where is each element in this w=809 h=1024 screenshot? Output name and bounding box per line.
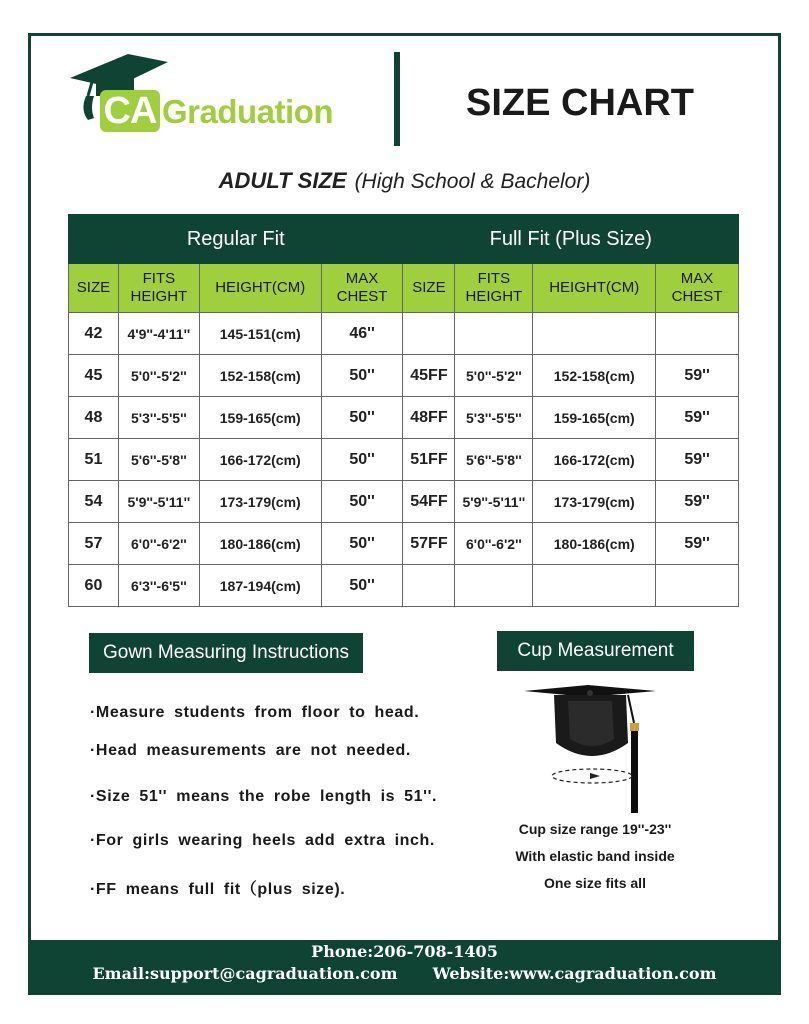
page-title: SIZE CHART (466, 82, 694, 124)
cap-info-line: With elastic band inside (515, 848, 675, 864)
table-cell (403, 565, 455, 607)
table-cell (656, 565, 739, 607)
table-cell: 152-158(cm) (533, 355, 656, 397)
column-header: MAX CHEST (321, 264, 403, 313)
table-cell: 5'9''-5'11'' (455, 481, 533, 523)
table-row (69, 439, 739, 481)
table-row (69, 481, 739, 523)
table-cell: 45FF (403, 355, 455, 397)
header-divider (394, 52, 400, 146)
table-cell: 54 (69, 481, 119, 523)
table-cell: 48 (69, 397, 119, 439)
table-cell: 166-172(cm) (199, 439, 321, 481)
logo-ca: CA (100, 90, 160, 132)
table-cell: 187-194(cm) (199, 565, 321, 607)
table-cell (403, 313, 455, 355)
cup-measurement-heading: Cup Measurement (497, 631, 694, 671)
table-cell: 45 (69, 355, 119, 397)
column-header: HEIGHT(CM) (533, 264, 656, 313)
size-chart-table (68, 214, 739, 607)
table-cell: 57 (69, 523, 119, 565)
table-cell: 159-165(cm) (199, 397, 321, 439)
table-cell: 50'' (321, 565, 403, 607)
table-cell: 50'' (321, 523, 403, 565)
table-cell: 5'6''-5'8'' (118, 439, 199, 481)
table-cell: 50'' (321, 481, 403, 523)
logo (70, 52, 350, 142)
subtitle-rest: (High School & Bachelor) (354, 170, 591, 193)
subtitle-bold: ADULT SIZE (218, 168, 347, 193)
table-cell: 5'6''-5'8'' (455, 439, 533, 481)
instruction-item: ·FF means full fit（plus size). (90, 881, 346, 898)
table-cell: 180-186(cm) (199, 523, 321, 565)
table-cell: 159-165(cm) (533, 397, 656, 439)
instruction-item: ·Size 51'' means the robe length is 51''. (90, 788, 438, 805)
table-cell: 152-158(cm) (199, 355, 321, 397)
table-cell: 59'' (656, 355, 739, 397)
gown-instructions-heading: Gown Measuring Instructions (89, 633, 363, 673)
table-cell: 51FF (403, 439, 455, 481)
table-cell: 54FF (403, 481, 455, 523)
table-cell: 50'' (321, 355, 403, 397)
table-cell: 57FF (403, 523, 455, 565)
logo-graduation: Graduation (162, 93, 334, 130)
table-row (69, 355, 739, 397)
column-header: SIZE (403, 264, 455, 313)
table-body (69, 313, 739, 607)
subtitle (0, 168, 809, 194)
instruction-item: ·Measure students from floor to head. (90, 704, 420, 721)
table-cell: 50'' (321, 397, 403, 439)
table-cell: 4'9''-4'11'' (118, 313, 199, 355)
table-cell: 145-151(cm) (199, 313, 321, 355)
cap-info-line: One size fits all (544, 875, 646, 891)
column-header-row (69, 264, 739, 313)
table-cell: 59'' (656, 439, 739, 481)
table-cell: 6'3''-6'5'' (118, 565, 199, 607)
table-cell: 59'' (656, 397, 739, 439)
table-cell: 5'0''-5'2'' (455, 355, 533, 397)
column-header: FITS HEIGHT (118, 264, 199, 313)
column-header: FITS HEIGHT (455, 264, 533, 313)
table-cell: 180-186(cm) (533, 523, 656, 565)
table-cell (656, 313, 739, 355)
group-regular-fit: Regular Fit (69, 215, 403, 264)
table-cell (533, 313, 656, 355)
table-row (69, 565, 739, 607)
graduation-cap-image-icon (520, 683, 670, 818)
table-row (69, 313, 739, 355)
instruction-item: ·For girls wearing heels add extra inch. (90, 832, 435, 849)
footer-email[interactable]: Email:support@cagraduation.com (92, 964, 398, 983)
table-cell: 6'0''-6'2'' (118, 523, 199, 565)
table-cell: 5'3''-5'5'' (455, 397, 533, 439)
group-full-fit: Full Fit (Plus Size) (403, 215, 739, 264)
table-cell: 5'9''-5'11'' (118, 481, 199, 523)
table-cell: 59'' (656, 481, 739, 523)
cap-info-line: Cup size range 19''-23'' (518, 821, 672, 837)
table-cell: 48FF (403, 397, 455, 439)
table-cell (533, 565, 656, 607)
footer-contact (31, 964, 778, 983)
footer-website[interactable]: Website:www.cagraduation.com (432, 964, 717, 983)
column-header: MAX CHEST (656, 264, 739, 313)
table-cell: 42 (69, 313, 119, 355)
table-cell: 50'' (321, 439, 403, 481)
table-cell: 51 (69, 439, 119, 481)
footer (31, 940, 778, 992)
footer-phone: Phone:206-708-1405 (311, 942, 498, 961)
table-cell: 173-179(cm) (533, 481, 656, 523)
column-header: HEIGHT(CM) (199, 264, 321, 313)
table-row (69, 397, 739, 439)
table-cell: 166-172(cm) (533, 439, 656, 481)
table-cell: 59'' (656, 523, 739, 565)
table-cell: 60 (69, 565, 119, 607)
column-header: SIZE (69, 264, 119, 313)
table-cell: 173-179(cm) (199, 481, 321, 523)
instruction-item: ·Head measurements are not needed. (90, 742, 411, 759)
table-row (69, 523, 739, 565)
table-cell: 5'0''-5'2'' (118, 355, 199, 397)
table-cell: 6'0''-6'2'' (455, 523, 533, 565)
table-cell (455, 313, 533, 355)
table-cell: 46'' (321, 313, 403, 355)
table-cell (455, 565, 533, 607)
table-cell: 5'3''-5'5'' (118, 397, 199, 439)
